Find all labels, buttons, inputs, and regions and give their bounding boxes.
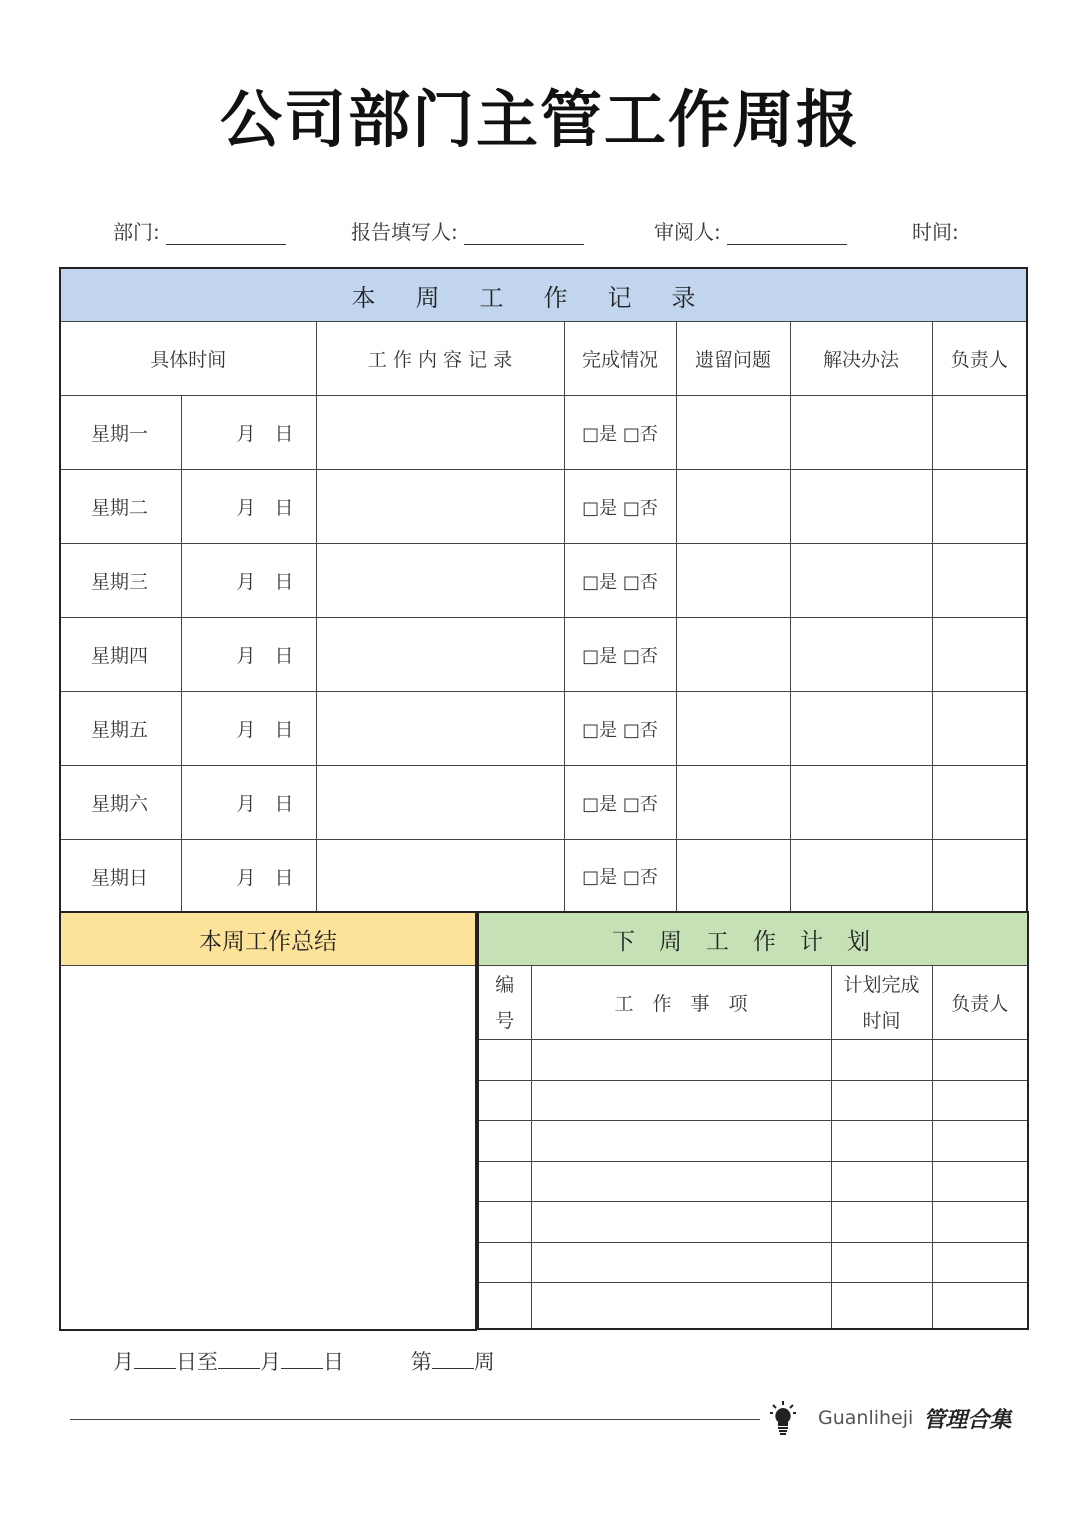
yes-checkbox[interactable]: □是 <box>582 571 618 593</box>
owner-cell[interactable] <box>932 1121 1028 1162</box>
solution-cell[interactable] <box>790 692 932 766</box>
number-cell[interactable] <box>478 1202 531 1243</box>
owner-cell[interactable] <box>932 692 1027 766</box>
plan-row <box>478 1040 1028 1081</box>
number-cell[interactable] <box>478 1121 531 1162</box>
writer-label: 报告填写人: <box>351 220 458 244</box>
header-solution: 解决办法 <box>790 322 932 396</box>
status-cell <box>564 470 676 544</box>
plan-time-cell[interactable] <box>831 1283 932 1329</box>
issues-cell[interactable] <box>676 470 790 544</box>
plan-row <box>478 1242 1028 1283</box>
yes-checkbox[interactable]: □是 <box>582 719 618 741</box>
brand-logo <box>768 1400 1011 1436</box>
owner-cell[interactable] <box>932 1202 1028 1243</box>
content-cell[interactable] <box>316 618 564 692</box>
no-checkbox[interactable]: □否 <box>622 645 658 667</box>
yes-checkbox[interactable]: □是 <box>582 793 618 815</box>
summary-table <box>59 911 477 1331</box>
no-checkbox[interactable]: □否 <box>622 423 658 445</box>
day-label: 日 <box>323 1350 344 1374</box>
content-cell[interactable] <box>316 840 564 914</box>
plan-row <box>478 1080 1028 1121</box>
status-cell <box>564 544 676 618</box>
month-day[interactable]: 月 日 <box>181 692 316 766</box>
owner-cell[interactable] <box>932 544 1027 618</box>
day-label: 星期一 <box>60 396 181 470</box>
lightbulb-icon <box>768 1400 798 1436</box>
task-cell[interactable] <box>531 1283 831 1329</box>
header-time: 具体时间 <box>60 322 316 396</box>
dept-field[interactable] <box>113 216 286 245</box>
owner-cell[interactable] <box>932 1040 1028 1081</box>
solution-cell[interactable] <box>790 470 932 544</box>
plan-time-cell[interactable] <box>831 1040 932 1081</box>
reviewer-label: 审阅人: <box>654 220 721 244</box>
no-checkbox[interactable]: □否 <box>622 793 658 815</box>
plan-time-cell[interactable] <box>831 1202 932 1243</box>
content-cell[interactable] <box>316 544 564 618</box>
header-status: 完成情况 <box>564 322 676 396</box>
issues-cell[interactable] <box>676 396 790 470</box>
status-cell <box>564 840 676 914</box>
number-cell[interactable] <box>478 1040 531 1081</box>
task-cell[interactable] <box>531 1161 831 1202</box>
content-cell[interactable] <box>316 692 564 766</box>
week-label-end: 周 <box>473 1350 495 1374</box>
issues-cell[interactable] <box>676 544 790 618</box>
plan-row <box>478 1283 1028 1329</box>
day-label: 星期六 <box>60 766 181 840</box>
yes-checkbox[interactable]: □是 <box>582 497 618 519</box>
plan-row <box>478 1121 1028 1162</box>
no-checkbox[interactable]: □否 <box>622 867 658 889</box>
next-week-table <box>477 911 1029 1330</box>
day-row <box>60 544 1027 618</box>
yes-checkbox[interactable]: □是 <box>582 867 618 889</box>
month-label: 月 <box>260 1350 281 1374</box>
status-cell <box>564 618 676 692</box>
no-checkbox[interactable]: □否 <box>622 719 658 741</box>
status-cell <box>564 396 676 470</box>
time-label: 时间: <box>912 220 959 244</box>
this-week-table <box>59 267 1028 915</box>
number-cell[interactable] <box>478 1283 531 1329</box>
solution-cell[interactable] <box>790 766 932 840</box>
day-row <box>60 840 1027 914</box>
day-row <box>60 692 1027 766</box>
month-day[interactable]: 月 日 <box>181 766 316 840</box>
issues-cell[interactable] <box>676 618 790 692</box>
day-row <box>60 396 1027 470</box>
header-task: 工 作 事 项 <box>531 966 831 1040</box>
plan-time-cell[interactable] <box>831 1242 932 1283</box>
number-cell[interactable] <box>478 1161 531 1202</box>
header-owner: 负责人 <box>932 966 1028 1040</box>
number-cell[interactable] <box>478 1080 531 1121</box>
day-label: 星期四 <box>60 618 181 692</box>
day-row <box>60 766 1027 840</box>
task-cell[interactable] <box>531 1080 831 1121</box>
yes-checkbox[interactable]: □是 <box>582 645 618 667</box>
day-label: 星期五 <box>60 692 181 766</box>
day-row <box>60 470 1027 544</box>
next-week-band: 下周工作计划 <box>478 912 1028 966</box>
solution-cell[interactable] <box>790 840 932 914</box>
brand-en: Guanliheji <box>818 1407 914 1429</box>
task-cell[interactable] <box>531 1040 831 1081</box>
owner-cell[interactable] <box>932 1161 1028 1202</box>
time-field[interactable] <box>912 216 959 245</box>
status-cell <box>564 692 676 766</box>
issues-cell[interactable] <box>676 766 790 840</box>
day-label: 星期三 <box>60 544 181 618</box>
solution-cell[interactable] <box>790 396 932 470</box>
page-title: 公司部门主管工作周报 <box>219 83 860 156</box>
owner-cell[interactable] <box>932 840 1027 914</box>
issues-cell[interactable] <box>676 840 790 914</box>
plan-time-cell[interactable] <box>831 1080 932 1121</box>
no-checkbox[interactable]: □否 <box>622 497 658 519</box>
summary-title: 本周工作总结 <box>60 912 476 966</box>
summary-input[interactable] <box>60 966 476 1330</box>
owner-cell[interactable] <box>932 766 1027 840</box>
issues-cell[interactable] <box>676 692 790 766</box>
plan-time-cell[interactable] <box>831 1121 932 1162</box>
owner-cell[interactable] <box>932 396 1027 470</box>
content-cell[interactable] <box>316 766 564 840</box>
header-plan-time: 计划完成时间 <box>831 966 932 1040</box>
task-cell[interactable] <box>531 1242 831 1283</box>
plan-time-cell[interactable] <box>831 1161 932 1202</box>
number-cell[interactable] <box>478 1242 531 1283</box>
solution-cell[interactable] <box>790 618 932 692</box>
owner-cell[interactable] <box>932 618 1027 692</box>
date-range[interactable] <box>113 1346 495 1376</box>
owner-cell[interactable] <box>932 1080 1028 1121</box>
month-label: 月 <box>113 1350 134 1374</box>
day-label: 星期二 <box>60 470 181 544</box>
month-day[interactable]: 月 日 <box>181 840 316 914</box>
owner-cell[interactable] <box>932 1242 1028 1283</box>
week-label: 第 <box>410 1350 432 1374</box>
content-cell[interactable] <box>316 470 564 544</box>
plan-row <box>478 1161 1028 1202</box>
day-to-label: 日至 <box>176 1350 218 1374</box>
dept-label: 部门: <box>113 220 160 244</box>
day-label: 星期日 <box>60 840 181 914</box>
owner-cell[interactable] <box>932 470 1027 544</box>
footer-divider <box>70 1419 760 1420</box>
writer-field[interactable] <box>351 216 584 245</box>
yes-checkbox[interactable]: □是 <box>582 423 618 445</box>
header-owner: 负责人 <box>932 322 1027 396</box>
reviewer-field[interactable] <box>654 216 847 245</box>
task-cell[interactable] <box>531 1202 831 1243</box>
no-checkbox[interactable]: □否 <box>622 571 658 593</box>
day-row <box>60 618 1027 692</box>
task-cell[interactable] <box>531 1121 831 1162</box>
status-cell <box>564 766 676 840</box>
plan-row <box>478 1202 1028 1243</box>
owner-cell[interactable] <box>932 1283 1028 1329</box>
content-cell[interactable] <box>316 396 564 470</box>
brand-cn: 管理合集 <box>923 1406 1012 1433</box>
month-day[interactable]: 月 日 <box>181 396 316 470</box>
month-day[interactable]: 月 日 <box>181 470 316 544</box>
solution-cell[interactable] <box>790 544 932 618</box>
header-content: 工 作 内 容 记 录 <box>316 322 564 396</box>
month-day[interactable]: 月 日 <box>181 544 316 618</box>
this-week-band: 本周工作记录 <box>60 268 1027 322</box>
month-day[interactable]: 月 日 <box>181 618 316 692</box>
header-number: 编号 <box>478 966 531 1040</box>
header-issues: 遗留问题 <box>676 322 790 396</box>
